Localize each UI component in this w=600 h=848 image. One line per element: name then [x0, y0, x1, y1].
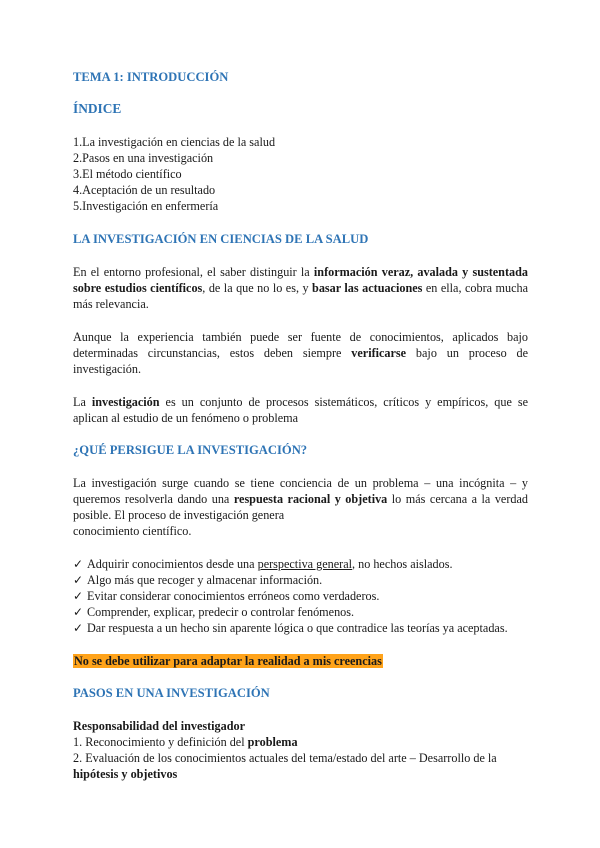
toc-item: 5.Investigación en enfermería [73, 199, 219, 213]
steps-item [73, 734, 528, 750]
toc-item: 3.El método científico [73, 167, 182, 181]
bold-text: basar las actuaciones [312, 281, 423, 295]
bold-text: información veraz, avalada y sustentada sobre estudios científicos [73, 265, 528, 295]
checkmark-icon: ✓ [73, 573, 84, 587]
text-run: Comprender, explicar, predecir o controlar fenómenos. [87, 605, 355, 619]
checklist-item [73, 572, 528, 588]
highlighted-text: No se debe utilizar para adaptar la realidad a mis creencias [74, 654, 382, 668]
text-run: Evitar considerar conocimientos erróneos como verdaderos. [87, 589, 380, 603]
table-of-contents [73, 134, 528, 214]
document-title: TEMA 1: INTRODUCCIÓN [73, 70, 229, 84]
text-run: Algo más que recoger y almacenar información. [87, 573, 323, 587]
text-run: bajo un proceso de investigación. [73, 346, 529, 376]
text-run: En el entorno profesional, el saber distinguir la [73, 265, 314, 279]
text-run: es un conjunto de procesos sistemáticos, críticos y empíricos, que se aplican al estudio de un fenómeno o problema [73, 395, 528, 425]
steps-list [73, 718, 528, 782]
checklist-item [73, 604, 528, 620]
paragraph-research-origin [73, 475, 528, 539]
checklist-item [73, 620, 528, 636]
text-run: La investigación surge cuando se tiene conciencia de un problema – una incógnita – y queremos resolverla dando una [73, 476, 528, 506]
text-run: , no hechos aislados. [352, 557, 453, 571]
section-heading-research-steps: PASOS EN UNA INVESTIGACIÓN [73, 686, 270, 700]
checkmark-icon: ✓ [73, 605, 84, 619]
toc-item: 1.La investigación en ciencias de la salud [73, 135, 276, 149]
bold-text: problema [247, 735, 298, 749]
paragraph-professional-environment [73, 264, 528, 312]
text-run: , de la que no lo es, y [202, 281, 313, 295]
text-run: La [73, 395, 92, 409]
section-heading-research-goals: ¿QUÉ PERSIGUE LA INVESTIGACIÓN? [73, 443, 308, 457]
underlined-text: perspectiva general [257, 557, 352, 571]
text-run: Dar respuesta a un hecho sin aparente lógica o que contradice las teorías ya aceptadas. [87, 621, 508, 635]
toc-item: 4.Aceptación de un resultado [73, 183, 216, 197]
text-run: conocimiento científico. [73, 524, 192, 538]
bold-text: verificarse [351, 346, 407, 360]
checkmark-icon: ✓ [73, 621, 84, 635]
index-heading: ÍNDICE [73, 101, 122, 116]
steps-item [73, 750, 528, 782]
bold-text: hipótesis y objetivos [73, 767, 178, 781]
document-page [73, 70, 528, 782]
text-run: 2. Evaluación de los conocimientos actuales del tema/estado del arte – Desarrollo de la [73, 751, 497, 765]
steps-subheading [73, 718, 528, 734]
highlighted-note [73, 653, 528, 669]
checkmark-icon: ✓ [73, 589, 84, 603]
checklist [73, 556, 528, 636]
checkmark-icon: ✓ [73, 557, 84, 571]
bold-text: Responsabilidad del investigador [73, 719, 246, 733]
text-run: Adquirir conocimientos desde una [87, 557, 258, 571]
text-run: en ella, cobra mucha más relevancia. [73, 281, 529, 311]
checklist-item [73, 556, 528, 572]
text-run: Aunque la experiencia también puede ser fuente de conocimientos, aplicados bajo determinadas circunstancias, estos deben siempre [73, 330, 528, 360]
section-heading-health-research: LA INVESTIGACIÓN EN CIENCIAS DE LA SALUD [73, 232, 369, 246]
text-run: 1. Reconocimiento y definición del [73, 735, 248, 749]
checklist-item [73, 588, 528, 604]
paragraph-research-definition [73, 394, 528, 426]
text-run: lo más cercana a la verdad posible. El proceso de investigación genera [73, 492, 528, 522]
bold-text: investigación [91, 395, 160, 409]
toc-item: 2.Pasos en una investigación [73, 151, 214, 165]
bold-text: respuesta racional y objetiva [233, 492, 388, 506]
paragraph-experience [73, 329, 528, 377]
